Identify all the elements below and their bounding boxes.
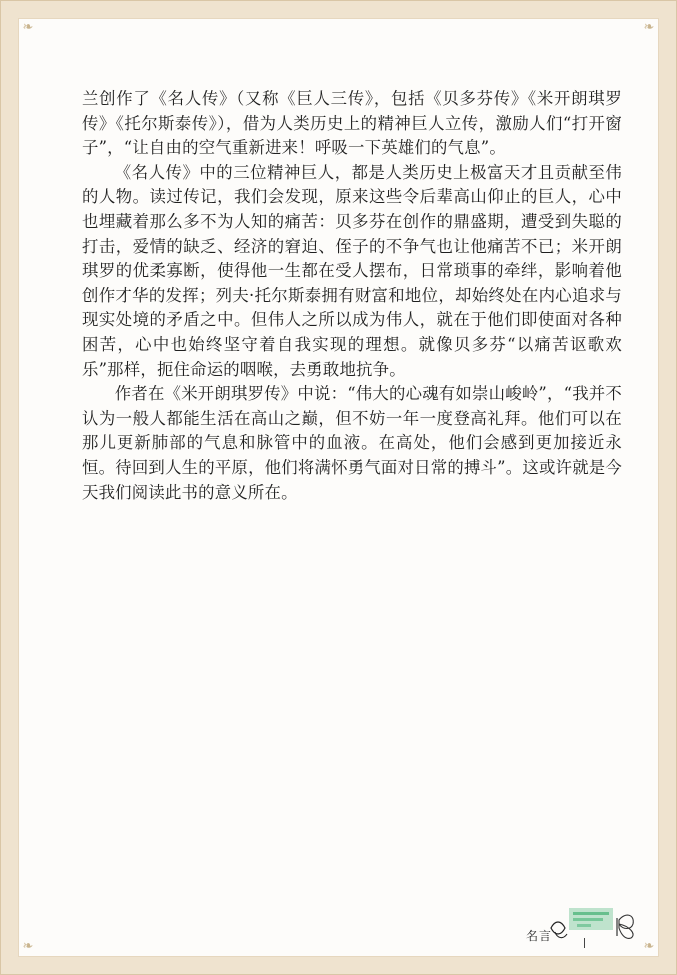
corner-flourish-icon: ❧ xyxy=(22,939,34,954)
running-footer: 名言 xyxy=(526,929,553,943)
corner-flourish-icon: ❧ xyxy=(643,20,655,35)
body-text xyxy=(82,87,622,505)
paragraph-1: 兰创作了《名人传》（又称《巨人三传》，包括《贝多芬传》《米开朗琪罗传》《托尔斯泰传》），借为人类历史上的精神巨人立传，激励人们“打开窗子”，“让自由的空气重新进来！呼吸一下英雄们的气息”。 xyxy=(82,89,622,158)
butterfly-stamp-icon xyxy=(547,906,647,946)
paragraph-3: 作者在《米开朗琪罗传》中说：“伟大的心魂有如崇山峻岭”，“我并不认为一般人都能生活在高山之巅，但不妨一年一度登高礼拜。他们可以在那儿更新肺部的气息和脉管中的血液。在高处，他们会感到更加接近永恒。待回到人生的平原，他们将满怀勇气面对日常的搏斗”。这或许就是今天我们阅读此书的意义所在。 xyxy=(82,384,622,502)
paragraph-2: 《名人传》中的三位精神巨人，都是人类历史上极富天才且贡献至伟的人物。读过传记，我们会发现，原来这些令后辈高山仰止的巨人，心中也埋藏着那么多不为人知的痛苦：贝多芬在创作的鼎盛期，遭受到失聪的打击，爱情的缺乏、经济的窘迫、侄子的不争气也让他痛苦不已；米开朗琪罗的优柔寡断，使得他一生都在受人摆布，日常琐事的牵绊，影响着他创作才华的发挥；列夫·托尔斯泰拥有财富和地位，却始终处在内心追求与现实处境的矛盾之中。但伟人之所以成为伟人，就在于他们即使面对各种困苦，心中也始终坚守着自我实现的理想。就像贝多芬“以痛苦讴歌欢乐”那样，扼住命运的咽喉，去勇敢地抗争。 xyxy=(82,162,622,379)
footer-divider xyxy=(584,938,585,948)
corner-flourish-icon: ❧ xyxy=(22,20,34,35)
corner-flourish-icon: ❧ xyxy=(643,939,655,954)
